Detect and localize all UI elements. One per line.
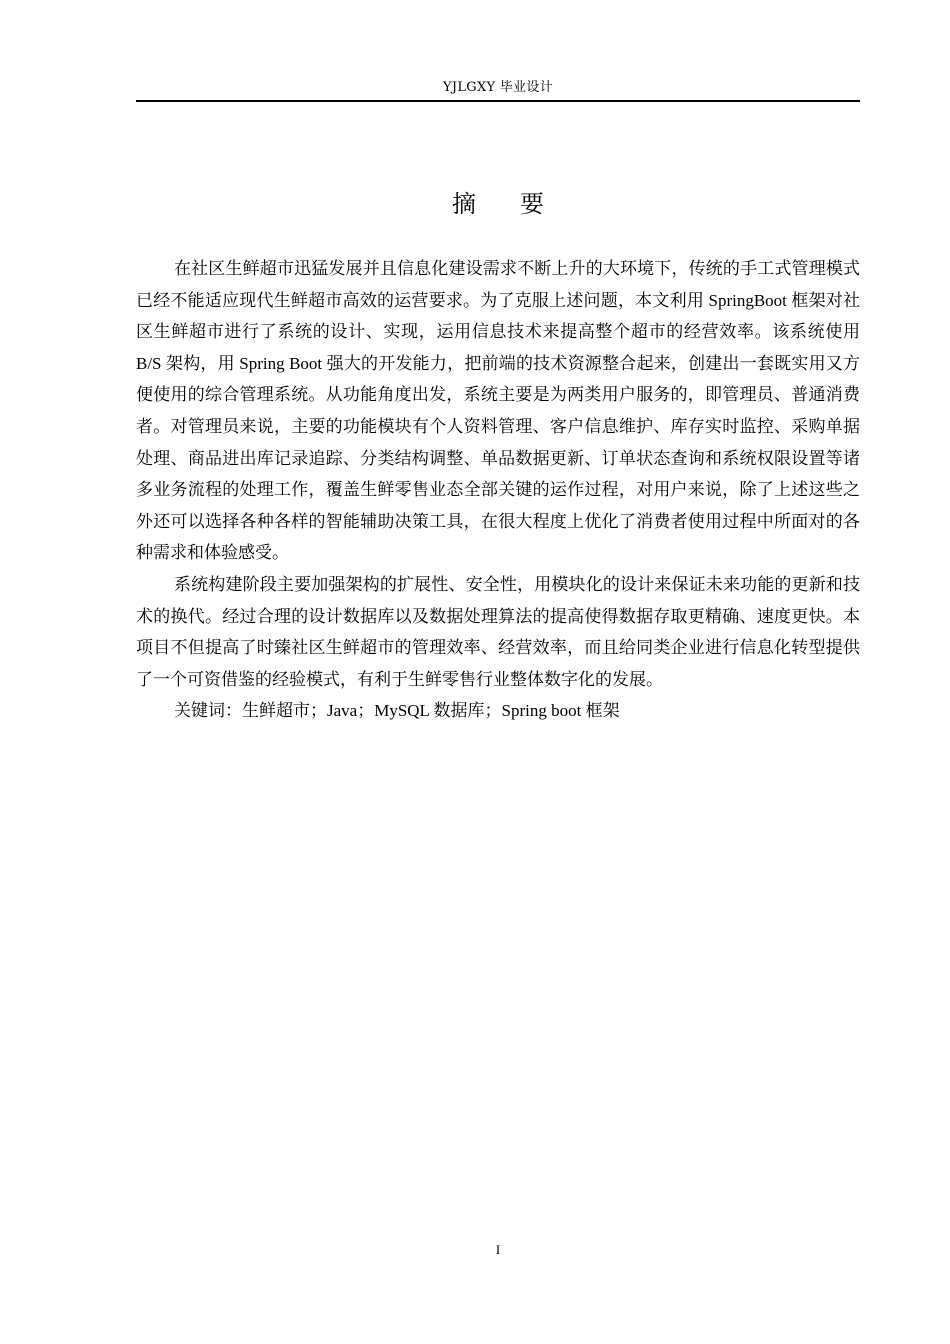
keywords-line (136, 695, 860, 728)
abstract-paragraph-2: 系统构建阶段主要加强架构的扩展性、安全性，用模块化的设计来保证未来功能的更新和技术的换代。经过合理的设计数据库以及数据处理算法的提高使得数据存取更精确、速度更快。本项目不但提高了时臻社区生鲜超市的管理效率、经营效率，而且给同类企业进行信息化转型提供了一个可资借鉴的经验模式，有利于生鲜零售行业整体数字化的发展。 (136, 574, 860, 689)
keywords-text: 生鲜超市；Java；MySQL 数据库；Spring boot 框架 (242, 701, 620, 721)
abstract-body (136, 253, 860, 728)
abstract-title: 摘要 (452, 190, 588, 218)
abstract-paragraph-1: 在社区生鲜超市迅猛发展并且信息化建设需求不断上升的大环境下，传统的手工式管理模式已经不能适应现代生鲜超市高效的运营要求。为了克服上述问题，本文利用 SpringBoot 框架对社区生鲜超市进行了系统的设计、实现，运用信息技术来提高整个超市的经营效率。该系统使用 B/S 架构，用 Spring Boot 强大的开发能力，把前端的技术资源整合起来，创建出一套既实用又方便使用的综合管理系统。从功能角度出发，系统主要是为两类用户服务的，即管理员、普通消费者。对管理员来说，主要的功能模块有个人资料管理、客户信息维护、库存实时监控、采购单据处理、商品进出库记录追踪、分类结构调整、单品数据更新、订单状态查询和系统权限设置等诸多业务流程的处理工作，覆盖生鲜零售业态全部关键的运作过程，对用户来说，除了上述这些之外还可以选择各种各样的智能辅助决策工具，在很大程度上优化了消费者使用过程中所面对的各种需求和体验感受。 (136, 259, 860, 563)
header-rule (136, 100, 860, 102)
keywords-label: 关键词： (174, 701, 242, 722)
running-header: YJLGXY 毕业设计 (442, 80, 554, 95)
page-number: I (495, 1242, 501, 1257)
